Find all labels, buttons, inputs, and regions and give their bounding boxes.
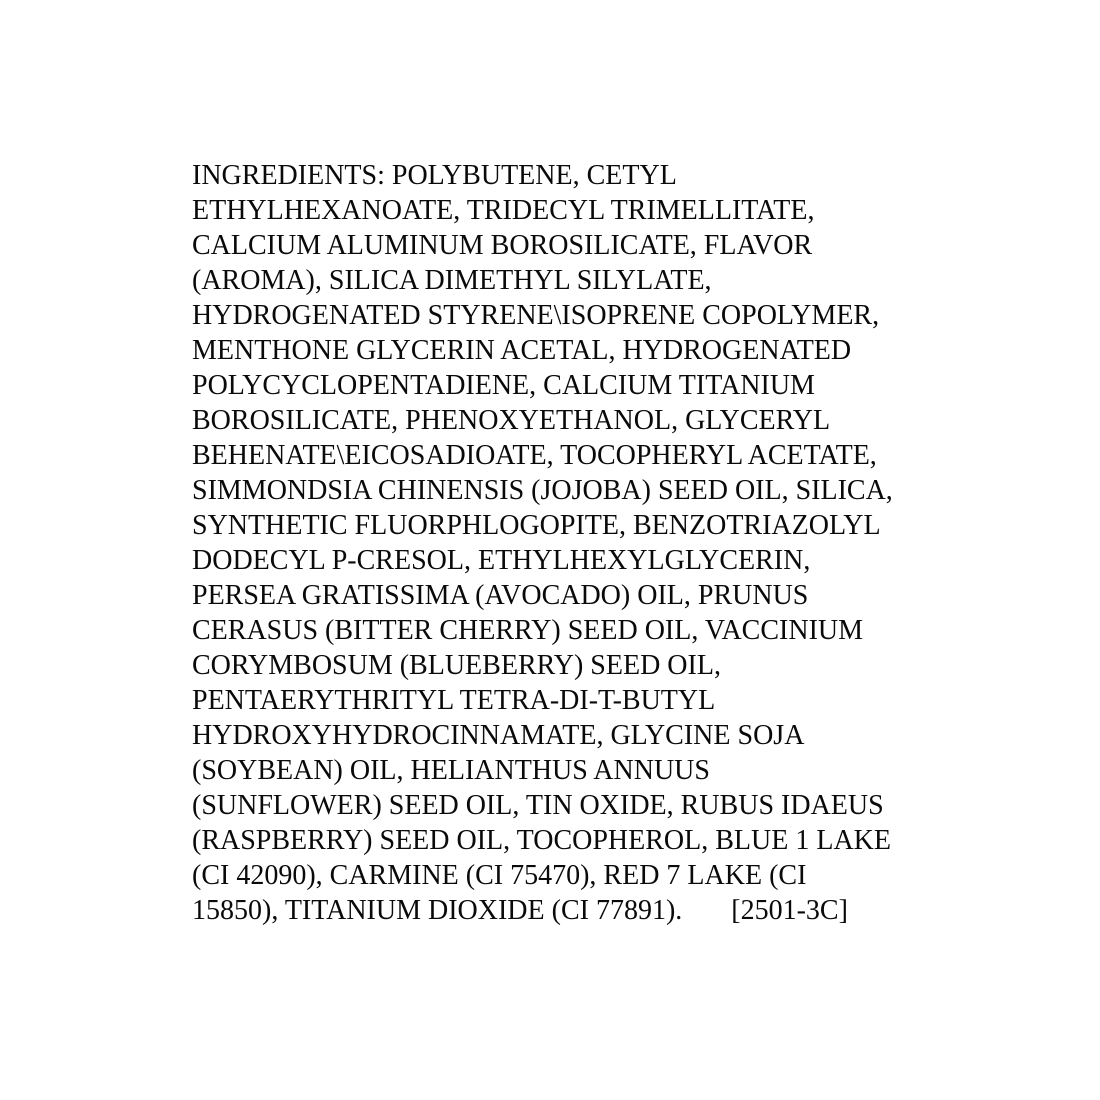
ingredient-line: HYDROGENATED STYRENE\ISOPRENE COPOLYMER, (192, 300, 880, 331)
ingredient-line: PENTAERYTHRITYL TETRA-DI-T-BUTYL (192, 685, 716, 716)
ingredient-line: (AROMA), SILICA DIMETHYL SILYLATE, (192, 265, 712, 296)
ingredient-line: DODECYL P-CRESOL, ETHYLHEXYLGLYCERIN, (192, 545, 811, 576)
ingredient-line: (SUNFLOWER) SEED OIL, TIN OXIDE, RUBUS IDAEUS (192, 790, 884, 821)
ingredient-line: SIMMONDSIA CHINENSIS (JOJOBA) SEED OIL, SILICA, (192, 475, 893, 506)
ingredient-line: (CI 42090), CARMINE (CI 75470), RED 7 LAKE (CI (192, 860, 807, 891)
ingredient-line: MENTHONE GLYCERIN ACETAL, HYDROGENATED (192, 335, 852, 366)
ingredient-line: CERASUS (BITTER CHERRY) SEED OIL, VACCINIUM (192, 615, 864, 646)
ingredients-text-block (192, 158, 952, 928)
ingredient-line: CALCIUM ALUMINUM BOROSILICATE, FLAVOR (192, 230, 813, 261)
ingredient-line: (RASPBERRY) SEED OIL, TOCOPHEROL, BLUE 1 LAKE (192, 825, 892, 856)
ingredient-line: SYNTHETIC FLUORPHLOGOPITE, BENZOTRIAZOLYL (192, 510, 881, 541)
ingredient-line: INGREDIENTS: POLYBUTENE, CETYL (192, 160, 677, 191)
ingredient-line: PERSEA GRATISSIMA (AVOCADO) OIL, PRUNUS (192, 580, 809, 611)
ingredient-line: BOROSILICATE, PHENOXYETHANOL, GLYCERYL (192, 405, 831, 436)
ingredient-line: BEHENATE\EICOSADIOATE, TOCOPHERYL ACETATE, (192, 440, 877, 471)
ingredient-line: ETHYLHEXANOATE, TRIDECYL TRIMELLITATE, (192, 195, 815, 226)
ingredient-line: HYDROXYHYDROCINNAMATE, GLYCINE SOJA (192, 720, 805, 751)
ingredient-line: POLYCYCLOPENTADIENE, CALCIUM TITANIUM (192, 370, 815, 401)
ingredient-line: 15850), TITANIUM DIOXIDE (CI 77891). [2501-3C] (192, 895, 848, 926)
ingredient-line: CORYMBOSUM (BLUEBERRY) SEED OIL, (192, 650, 721, 681)
ingredient-line: (SOYBEAN) OIL, HELIANTHUS ANNUUS (192, 755, 710, 786)
